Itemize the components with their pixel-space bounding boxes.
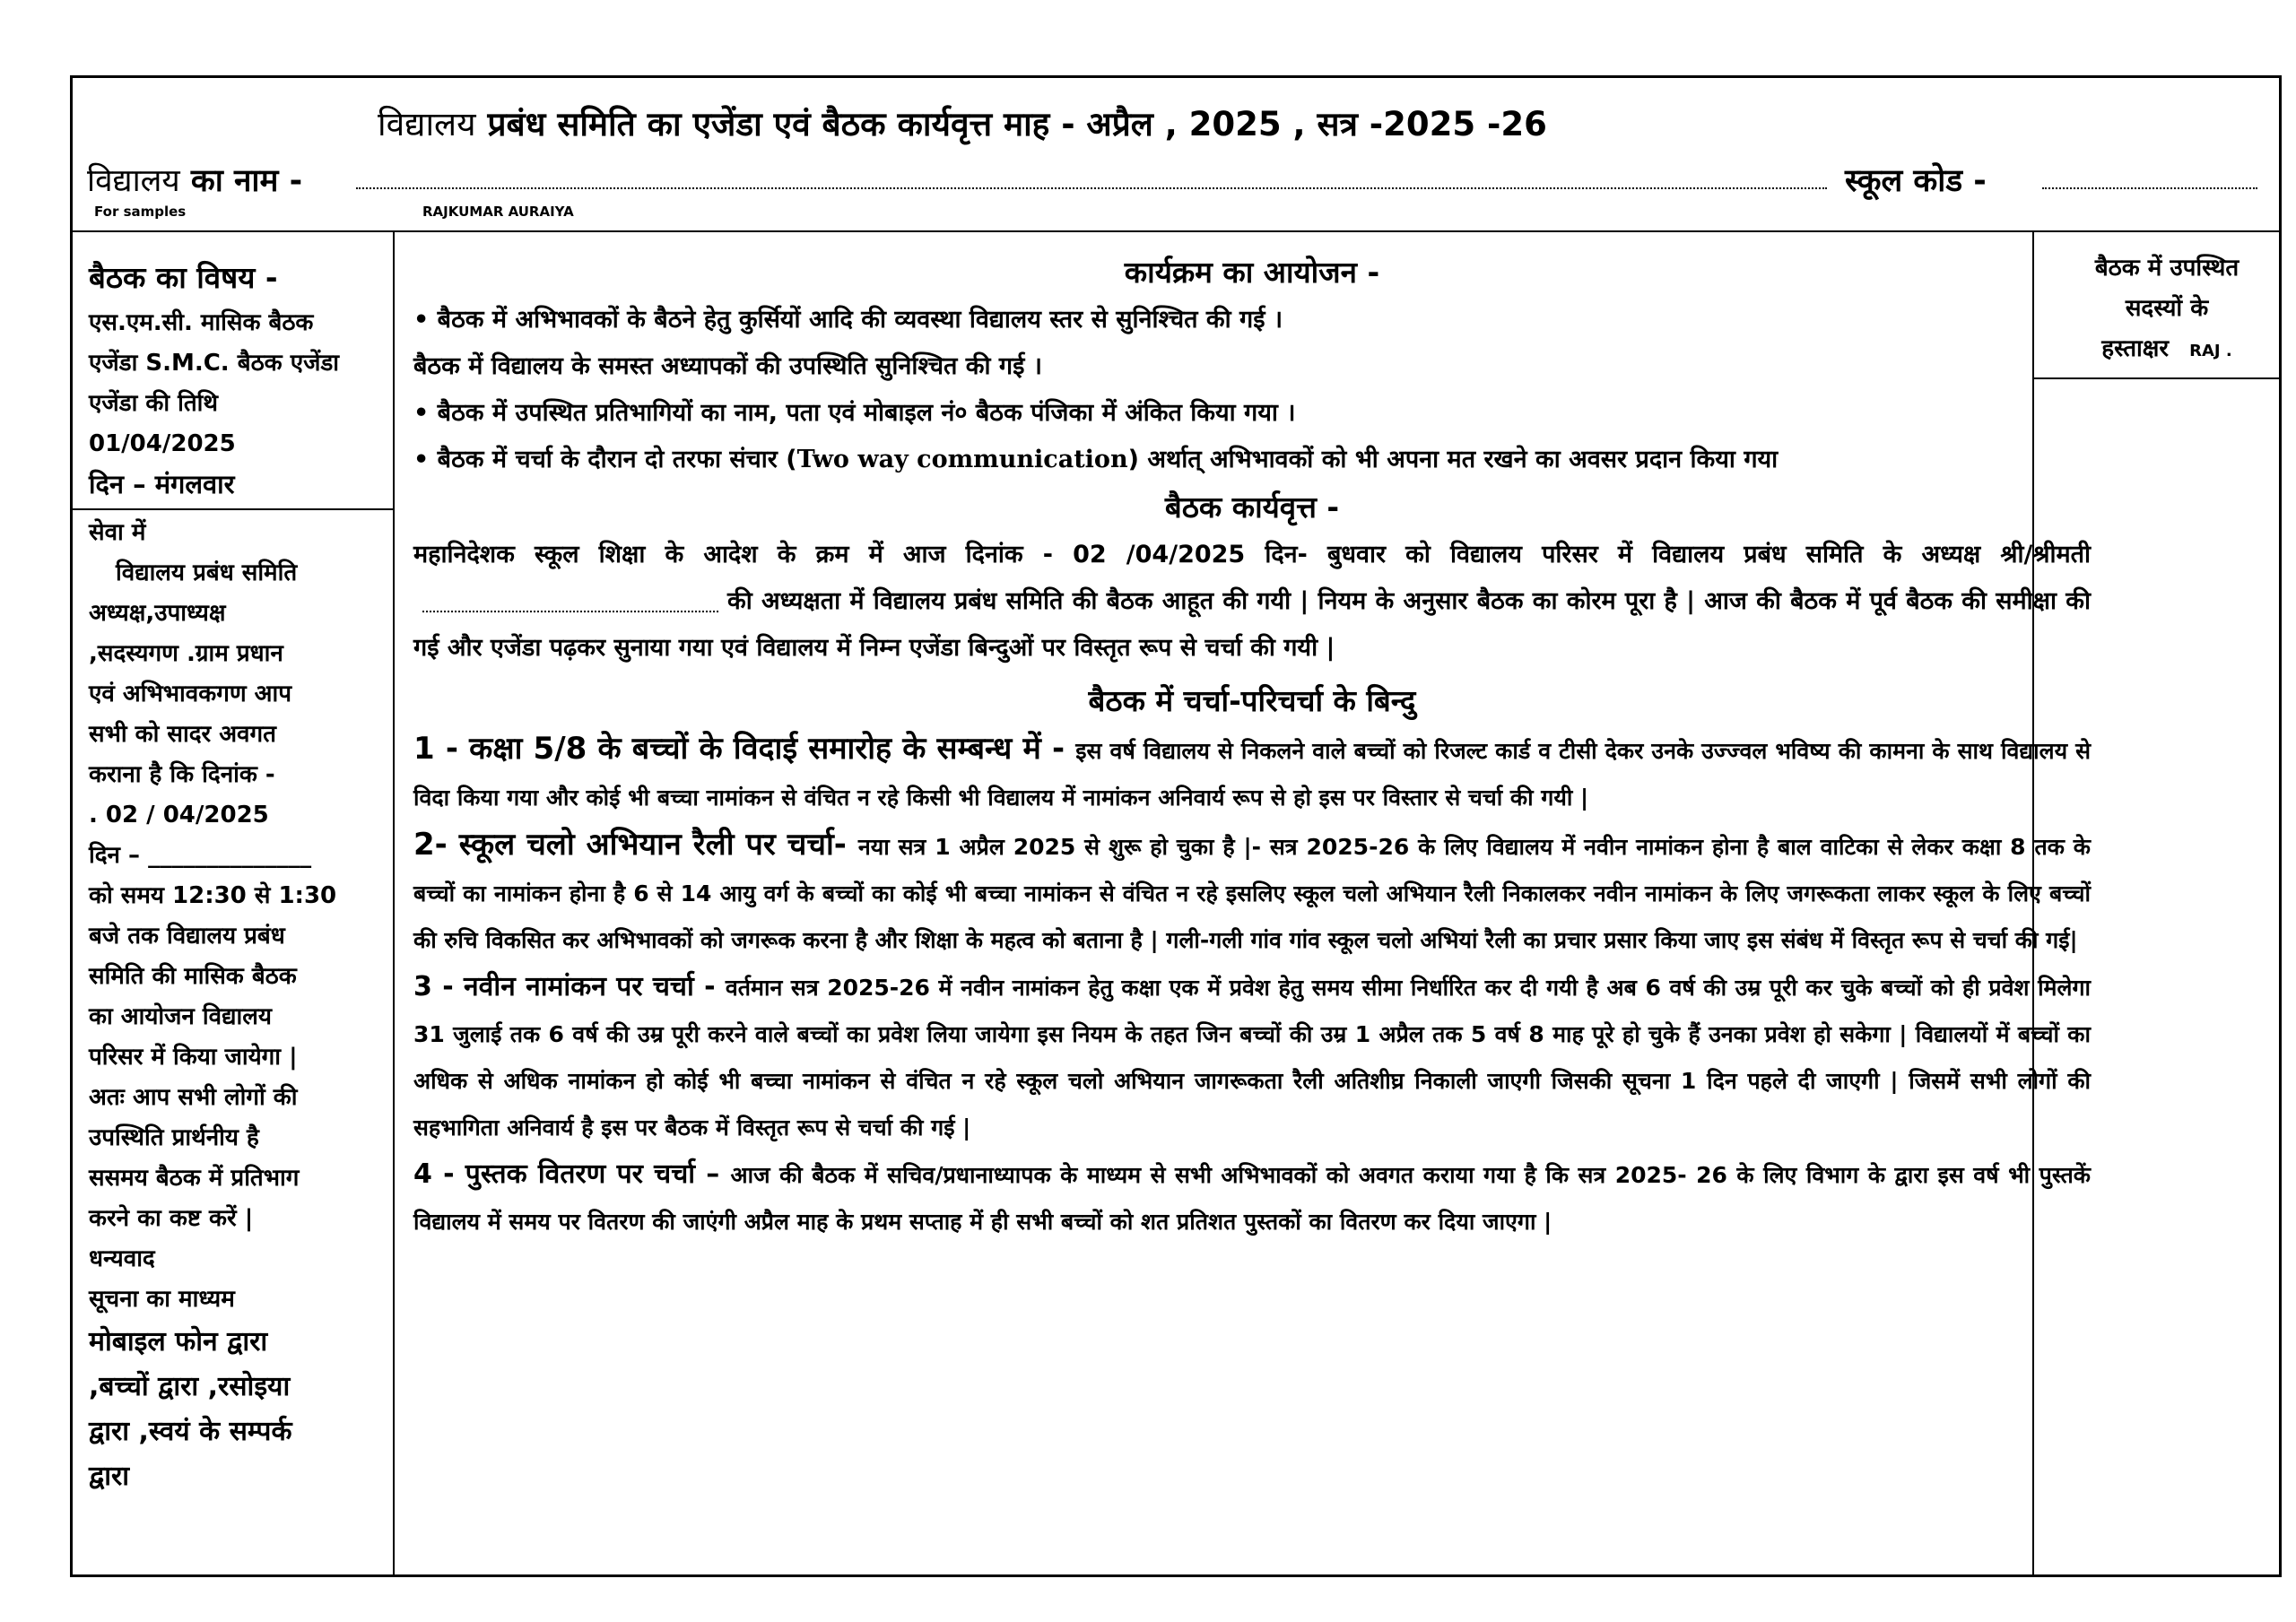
signature-note: RAJ .	[2189, 342, 2232, 360]
notice-line: सूचना का माध्यम	[89, 1286, 235, 1313]
notice-line: एवं अभिभावकगण आप	[89, 681, 292, 707]
point-heading: 3 - नवीन नामांकन पर चर्चा -	[413, 971, 726, 1002]
school-code-blank	[2042, 187, 2257, 189]
communication-text-a: • बैठक में चर्चा के दौरान दो तरफा संचार (	[413, 446, 797, 473]
notice-line: धन्यवाद	[89, 1245, 155, 1272]
point-heading: 4 - पुस्तक वितरण पर चर्चा –	[413, 1158, 731, 1190]
notice-line: सेवा में	[89, 519, 146, 546]
communication-text-b: ) अर्थात् अभिभावकों को भी अपना मत रखने का अवसर प्रदान किया गया	[1127, 446, 1779, 473]
minutes-paragraph	[413, 532, 2091, 672]
meeting-subject-block	[89, 253, 394, 505]
meeting-notice-block	[89, 513, 394, 1499]
medium-line: मोबाइल फोन द्वारा	[89, 1326, 268, 1357]
for-samples-note: For samples	[94, 204, 187, 220]
subject-date: 01/04/2025	[89, 430, 236, 457]
school-name-label	[87, 159, 302, 201]
school-name-blank	[356, 187, 1827, 189]
subject-line: एजेंडा की तिथि	[89, 390, 219, 417]
arrangement-line-communication	[413, 437, 2091, 483]
school-name-row	[87, 159, 2275, 202]
school-name-text: का नाम -	[190, 163, 303, 199]
communication-english: Two way communication	[796, 446, 1128, 473]
point-text: वर्तमान सत्र 2025-26 में नवीन नामांकन हेतु कक्षा एक में प्रवेश हेतु समय सीमा निर्धारित कर दी गयी है अब 6 वर्ष की उम्र पूरी कर चुके बच्चों को ही प्रवेश मिलेगा 31 जुलाई तक 6 वर्ष की उम्र पूरी करने वाले बच्चों का प्रवेश लिया जायेगा इस नियम के तहत जिन बच्चों की उम्र 1 अप्रैल तक 5 वर्ष 8 माह पूरे हो चुके हैं उनका प्रवेश हो सकेगा | विद्यालयों में बच्चों का अधिक से अधिक नामांकन हो कोई भी बच्चा नामांकन से वंचित न रहे स्कूल चलो अभियान जागरूकता रैली अतिशीघ्र निकाली जाएगी जिसकी सूचना 1 दिन पहले दी जाएगी | जिसमें सभी लोगों की सहभागिता अनिवार्य है इस पर बैठक में विस्तृत रूप से चर्चा की गई |	[413, 975, 2092, 1141]
notice-line: दिन – ______________	[89, 842, 312, 869]
notice-line: ,सदस्यगण .ग्राम प्रधान	[89, 640, 283, 667]
arrangement-line: • बैठक में उपस्थित प्रतिभागियों का नाम, पता एवं मोबाइल नं० बैठक पंजिका में अंकित किया गया ।	[413, 399, 1296, 427]
attendee-signature-block	[2055, 248, 2279, 371]
arrangement-line: बैठक में विद्यालय के समस्त अध्यापकों की उपस्थिति सुनिश्चित की गई ।	[413, 352, 1042, 380]
discussion-point	[413, 1151, 2091, 1245]
school-name-prefix: विद्यालय	[87, 163, 180, 199]
agenda-sheet	[70, 75, 2282, 1577]
notice-line: बजे तक विद्यालय प्रबंध	[89, 923, 285, 950]
point-heading: 2- स्कूल चलो अभियान रैली पर चर्चा-	[413, 827, 858, 863]
chairperson-name-blank	[422, 593, 718, 612]
subject-line: एस.एम.सी. मासिक बैठक	[89, 309, 314, 336]
discussion-point	[413, 821, 2091, 964]
discussion-point	[413, 964, 2091, 1151]
notice-line: सभी को सादर अवगत	[89, 721, 276, 748]
discussion-points-heading: बैठक में चर्चा-परिचर्चा के बिन्दु	[1088, 683, 1416, 718]
point-text: नया सत्र 1 अप्रैल 2025 से शुरू हो चुका है |- सत्र 2025-26 के लिए विद्यालय में नवीन नामांकन होना है बाल वाटिका से लेकर कक्षा 8 तक के बच्चों का नामांकन होना है 6 से 14 आयु वर्ग के बच्चों का कोई भी बच्चा नामांकन से वंचित न रहे इसलिए स्कूल चलो अभियान रैली निकालकर नवीन नामांकन के लिए जगरूकता लाकर स्कूल के लिए बच्चों की रुचि विकसित कर अभिभावकों को जगरूक करना है और शिक्षा के महत्व को बताना है | गली-गली गांव गांव स्कूल चलो अभियां रैली का प्रचार प्रसार किया जाए इस संबंध में विस्तृत रूप से चर्चा की गई|	[413, 834, 2091, 953]
arrangement-line: • बैठक में अभिभावकों के बैठने हेतु कुर्सियों आदि की व्यवस्था विद्यालय स्तर से सुनिश्चित की गई ।	[413, 306, 1283, 334]
notice-line: को समय 12:30 से 1:30	[89, 882, 337, 909]
agenda-main-content	[413, 248, 2091, 1245]
minutes-text-b: की अध्यक्षता में विद्यालय प्रबंध समिति की बैठक आहूत की गयी | नियम के अनुसार बैठक का कोरम पूरा है | आज की बैठक में पूर्व बैठक की समीक्षा की गई और एजेंडा पढ़कर सुनाया गया एवं विद्यालय में निम्न एजेंडा बिन्दुओं पर विस्तृत रूप से चर्चा की गयी |	[413, 587, 2091, 662]
subject-line: एजेंडा S.M.C. बैठक एजेंडा	[89, 350, 340, 377]
medium-line: द्वारा	[89, 1461, 130, 1492]
page-title	[378, 100, 1992, 145]
signature-heading-line: बैठक में उपस्थित	[2094, 255, 2239, 282]
school-code-label: स्कूल कोड -	[1845, 163, 1987, 199]
notice-line: अतः आप सभी लोगों की	[89, 1084, 298, 1111]
table-top-border	[73, 230, 2279, 232]
signature-heading-line: सदस्यों के	[2125, 295, 2209, 322]
author-note: RAJKUMAR AURAIYA	[422, 204, 574, 220]
left-section-divider	[73, 508, 393, 510]
title-main: प्रबंध समिति का एजेंडा एवं बैठक कार्यवृत्त माह - अप्रैल , 2025 , सत्र -2025 -26	[487, 105, 1547, 143]
medium-line: द्वारा ,स्वयं के सम्पर्क	[89, 1416, 292, 1447]
subject-heading: बैठक का विषय -	[89, 260, 278, 295]
title-prefix: विद्यालय	[378, 105, 476, 143]
notice-line: उपस्थिति प्रार्थनीय है	[89, 1124, 259, 1151]
notice-line: का आयोजन विद्यालय	[89, 1003, 272, 1030]
point-text: आज की बैठक में सचिव/प्रधानाध्यापक के माध्यम से सभी अभिभावकों को अवगत कराया गया है कि सत्र 2025- 26 के लिए विभाग के द्वारा इस वर्ष भी पुस्तकें विद्यालय में समय पर वितरण की जाएंगी अप्रैल माह के प्रथम सप्ताह में ही सभी बच्चों को शत प्रतिशत पुस्तकों का वितरण कर दिया जाएगा |	[413, 1162, 2091, 1235]
subject-day: दिन – मंगलवार	[89, 469, 235, 499]
point-heading: 1 - कक्षा 5/8 के बच्चों के विदाई समारोह के सम्बन्ध में -	[413, 731, 1076, 767]
medium-line: ,बच्चों द्वारा ,रसोइया	[89, 1371, 291, 1402]
minutes-heading: बैठक कार्यवृत्त -	[1164, 490, 1340, 525]
discussion-point	[413, 725, 2091, 821]
notice-line: . 02 / 04/2025	[89, 802, 269, 828]
signature-label: हस्ताक्षर	[2101, 335, 2170, 362]
signature-heading-line	[2055, 329, 2279, 371]
arrangement-heading: कार्यक्रम का आयोजन -	[1124, 255, 1380, 290]
minutes-text-a: महानिदेशक स्कूल शिक्षा के आदेश के क्रम में आज दिनांक - 02 /04/2025 दिन- बुधवार को विद्यालय परिसर में विद्यालय प्रबंध समिति के अध्यक्ष श्री/श्रीमती	[413, 541, 2091, 568]
notice-line: कराना है कि दिनांक -	[89, 761, 275, 788]
notice-line: परिसर में किया जायेगा |	[89, 1044, 298, 1071]
notice-line: करने का कष्ट करें |	[89, 1205, 254, 1232]
notice-line: अध्यक्ष,उपाध्यक्ष	[89, 600, 226, 627]
notice-line: ससमय बैठक में प्रतिभाग	[89, 1165, 300, 1192]
notice-line: विद्यालय प्रबंध समिति	[116, 559, 298, 586]
point-text: इस वर्ष विद्यालय से निकलने वाले बच्चों को रिजल्ट कार्ड व टीसी देकर उनके उज्ज्वल भविष्य की कामना के साथ विद्यालय से विदा किया गया और कोई भी बच्चा नामांकन से वंचित न रहे किसी भी विद्यालय में नामांकन अनिवार्य रूप से हो इस पर विस्तार से चर्चा की गयी |	[413, 738, 2092, 811]
notice-line: समिति की मासिक बैठक	[89, 963, 297, 990]
